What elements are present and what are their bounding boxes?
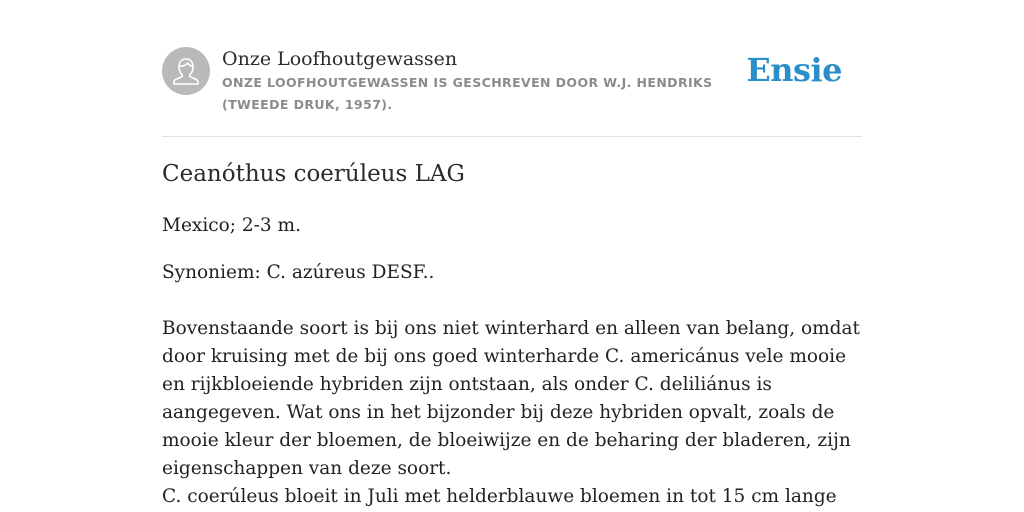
- entry-paragraph: Bovenstaande soort is bij ons niet winterhard en alleen van belang, omdat door kruising met de bij ons goed winterharde C. americánus vele mooie en rijkbloeiende hybriden zijn ontstaan, als onder C. deliliánus is aangegeven. Wat ons in het bijzonder bij deze hybriden opvalt, zoals de mooie kleur der bloemen, de bloeiwijze en de beharing der bladeren, zijn eigenschappen van deze soort.: [162, 318, 860, 479]
- user-icon: [162, 47, 210, 95]
- book-header: [162, 46, 862, 137]
- avatar[interactable]: [162, 47, 210, 95]
- entry-paragraph: C. coerúleus bloeit in Juli met helderblauwe bloemen in tot 15 cm lange: [162, 486, 837, 507]
- book-title[interactable]: Onze Loofhoutgewassen: [222, 48, 458, 70]
- entry-paragraph: Synoniem: C. azúreus DESF..: [162, 262, 435, 283]
- entry-title: Ceanóthus coerúleus LAG: [162, 161, 465, 187]
- book-subtitle: ONZE LOOFHOUTGEWASSEN IS GESCHREVEN DOOR W.J. HENDRIKS (TWEEDE DRUK, 1957).: [222, 75, 713, 112]
- entry-paragraph: Mexico; 2-3 m.: [162, 215, 301, 236]
- brand-logo[interactable]: Ensie: [746, 51, 842, 89]
- page: [162, 0, 862, 512]
